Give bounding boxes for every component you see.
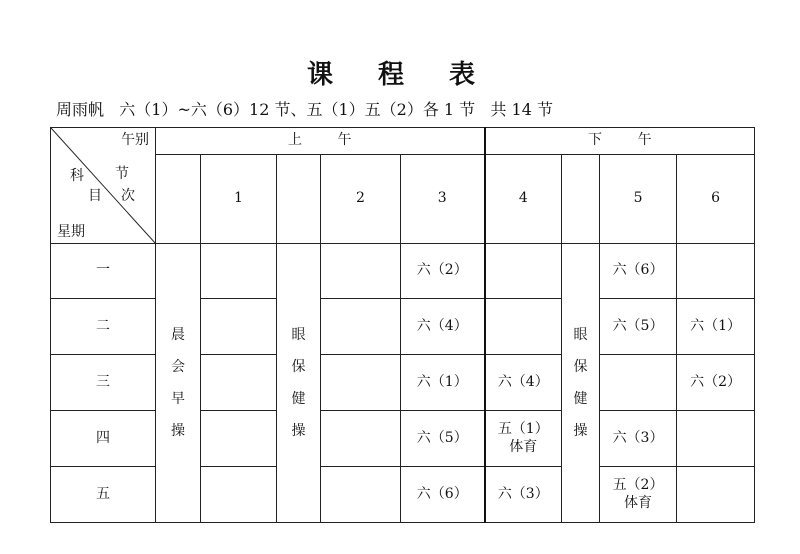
class-cell [677,467,755,523]
day-label: 三 [51,355,156,411]
morning-assembly-cell [156,244,201,523]
period-3-header: 3 [401,155,485,244]
day-label: 一 [51,244,156,299]
class-cell [600,355,677,411]
class-cell [321,355,401,411]
assembly-char: 操 [171,423,185,440]
class-cell [677,244,755,299]
class-cell [201,355,277,411]
class-cell [201,299,277,355]
header-mu: 目 [88,188,102,204]
class-cell [321,244,401,299]
eye-char: 操 [573,423,588,440]
class-cell [485,299,562,355]
eye-header-cell-pm [562,155,600,244]
page-title: 课 程 表 [306,60,494,90]
eye-char: 保 [291,358,306,375]
eye-exercise-cell-am [277,244,321,523]
class-cell: 六（3） [485,467,562,523]
period-2-header: 2 [321,155,401,244]
period-6-header: 6 [677,155,755,244]
day-label: 四 [51,411,156,467]
class-cell [201,467,277,523]
class-cell [201,244,277,299]
eye-char: 健 [291,391,306,407]
eye-char: 操 [291,423,306,440]
table-row [51,244,755,299]
diagonal-header-cell [51,128,156,244]
eye-header-cell-am [277,155,321,244]
assembly-header-cell [156,155,201,244]
eye-char: 保 [573,358,588,375]
afternoon-header: 下 午 [485,128,755,155]
class-cell: 六（2） [401,244,485,299]
class-cell: 五（1） 体育 [485,411,562,467]
teacher-summary: 周雨帆 六（1）~六（6）12 节、五（1）五（2）各 1 节 共 14 节 [56,100,553,119]
class-cell: 六（1） [677,299,755,355]
class-cell: 六（4） [485,355,562,411]
header-ci: 次 [121,188,135,204]
class-cell: 六（6） [401,467,485,523]
class-cell: 六（5） [401,411,485,467]
day-label: 五 [51,467,156,523]
class-cell [321,467,401,523]
day-label: 二 [51,299,156,355]
period-4-header: 4 [485,155,562,244]
eye-char: 健 [573,391,588,407]
header-jie: 节 [115,166,129,182]
period-5-header: 5 [600,155,677,244]
header-ke: 科 [70,168,84,184]
class-cell: 六（3） [600,411,677,467]
eye-char: 眼 [291,326,306,343]
eye-char: 眼 [573,326,588,343]
class-cell [321,299,401,355]
header-wubie: 午别 [121,132,149,148]
assembly-char: 晨 [171,326,185,343]
morning-header: 上 午 [156,128,485,155]
period-1-header: 1 [201,155,277,244]
class-cell: 六（5） [600,299,677,355]
assembly-char: 早 [171,391,185,407]
class-cell [201,411,277,467]
class-cell: 六（6） [600,244,677,299]
class-cell [321,411,401,467]
header-xingqi: 星期 [57,224,85,240]
eye-exercise-cell-pm [562,244,600,523]
class-cell [677,411,755,467]
class-cell: 六（1） [401,355,485,411]
assembly-char: 会 [171,358,185,375]
class-cell: 六（2） [677,355,755,411]
schedule-table [50,127,755,523]
class-cell [485,244,562,299]
class-cell: 五（2） 体育 [600,467,677,523]
class-cell: 六（4） [401,299,485,355]
